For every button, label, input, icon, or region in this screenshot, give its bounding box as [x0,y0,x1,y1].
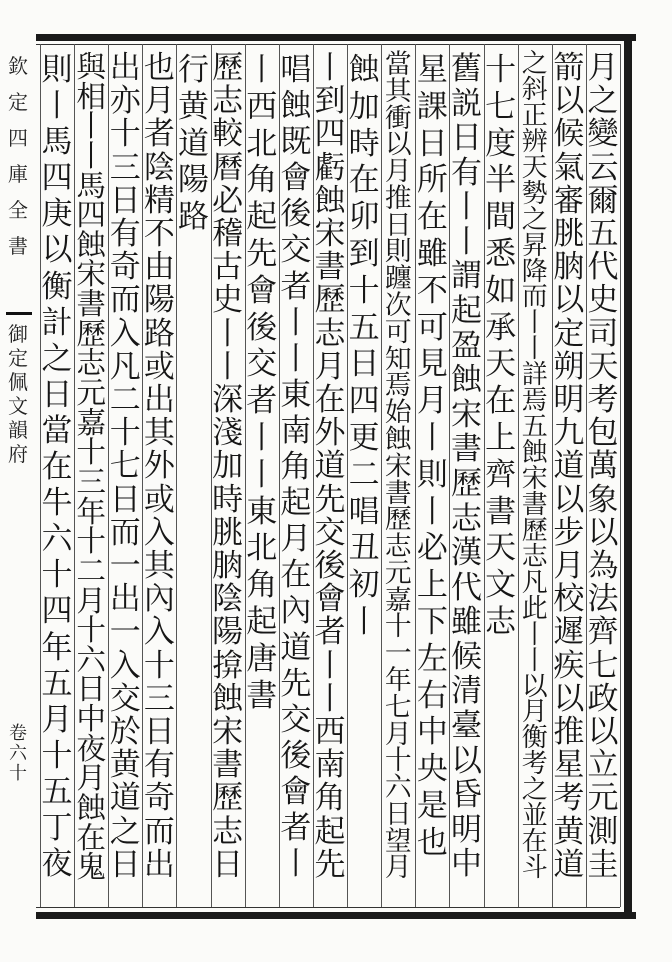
right-border [624,34,632,919]
top-inner-rule [36,44,620,45]
margin-work-title: 御定佩文韻府 [8,322,28,466]
text-column: 之 斜 正 辨 天 勢 之 昇 降 而 丨 丨 詳 焉 五 蝕 宋 書 歷 志 凡 此 丨 丨 以 月 衡 考 之 並 在 斗 [521,49,548,884]
text-column: 當 其 衝 以 月 推 日 則 躔 次 可 知 焉 始 蝕 宋 書 歷 志 元 嘉 十 一 年 七 月 十 六 日 望 月 [384,49,412,884]
bottom-inner-rule [36,907,620,908]
text-column: 星 課 日 所 在 雖 不 可 見 月 丨 則 丨 必 上 下 左 右 中 央 是 也 [416,52,448,861]
text-column: 也 月 者 陰 精 不 由 陽 路 或 出 其 外 或 入 其 內 入 十 三 日 有 奇 而 出 [143,50,175,883]
margin-page-number: 卷六十 [9,723,27,784]
text-column: 唱 蝕 既 會 後 交 者 丨 丨 東 南 角 起 月 在 內 道 先 交 後 會 者 丨 [280,52,312,883]
text-column: 蝕 加 時 在 卯 到 十 五 日 四 更 二 唱 丑 初 丨 [348,52,380,640]
text-column: 歷 志 較 曆 必 稽 古 史 丨 丨 深 淺 加 時 朓 朒 陰 陽 揜 蝕 宋 書 歷 志 日 [212,50,244,883]
text-column: 出 亦 十 三 日 有 奇 而 入 凡 二 十 七 日 而 一 出 一 入 交 於 黄 道 之 日 [109,50,141,883]
bottom-border [36,912,636,919]
text-column: 與 相 丨 丨 馬 四 蝕 宋 書 歷 志 元 嘉 十 三 年 十 二 月 十 六 日 中 夜 月 蝕 在 鬼 [76,49,106,885]
margin-book-title: 欽定四庫全書 [8,54,28,258]
top-border [36,34,636,41]
text-column: 行 黄 道 陽 路 [178,52,210,236]
text-column: 箭 以 候 氣 審 朓 朒 以 定 朔 明 九 道 以 步 月 校 遲 疾 以 推 星 考 黄 道 [553,50,585,883]
text-column: 則 丨 馬 四 庚 以 衡 計 之 日 當 在 牛 六 十 四 年 五 月 十 五 丁 夜 [41,52,73,883]
text-column: 月 之 變 云 爾 五 代 史 司 天 考 包 萬 象 以 為 法 齊 七 政 以 立 元 測 圭 [587,50,619,883]
text-column: 丨 到 四 虧 蝕 宋 書 歷 志 月 在 外 道 先 交 後 會 者 丨 丨 西 南 角 起 先 [314,50,346,883]
text-column: 舊 説 日 有 丨 丨 謂 起 盈 蝕 宋 書 歷 志 漢 代 雖 候 清 臺 以 昏 明 中 [450,51,482,883]
text-column: 丨 西 北 角 起 先 會 後 交 者 丨 丨 東 北 角 起 唐 書 [246,52,278,714]
text-column: 十 七 度 半 間 悉 如 承 天 在 上 齊 書 天 文 志 [485,52,517,640]
